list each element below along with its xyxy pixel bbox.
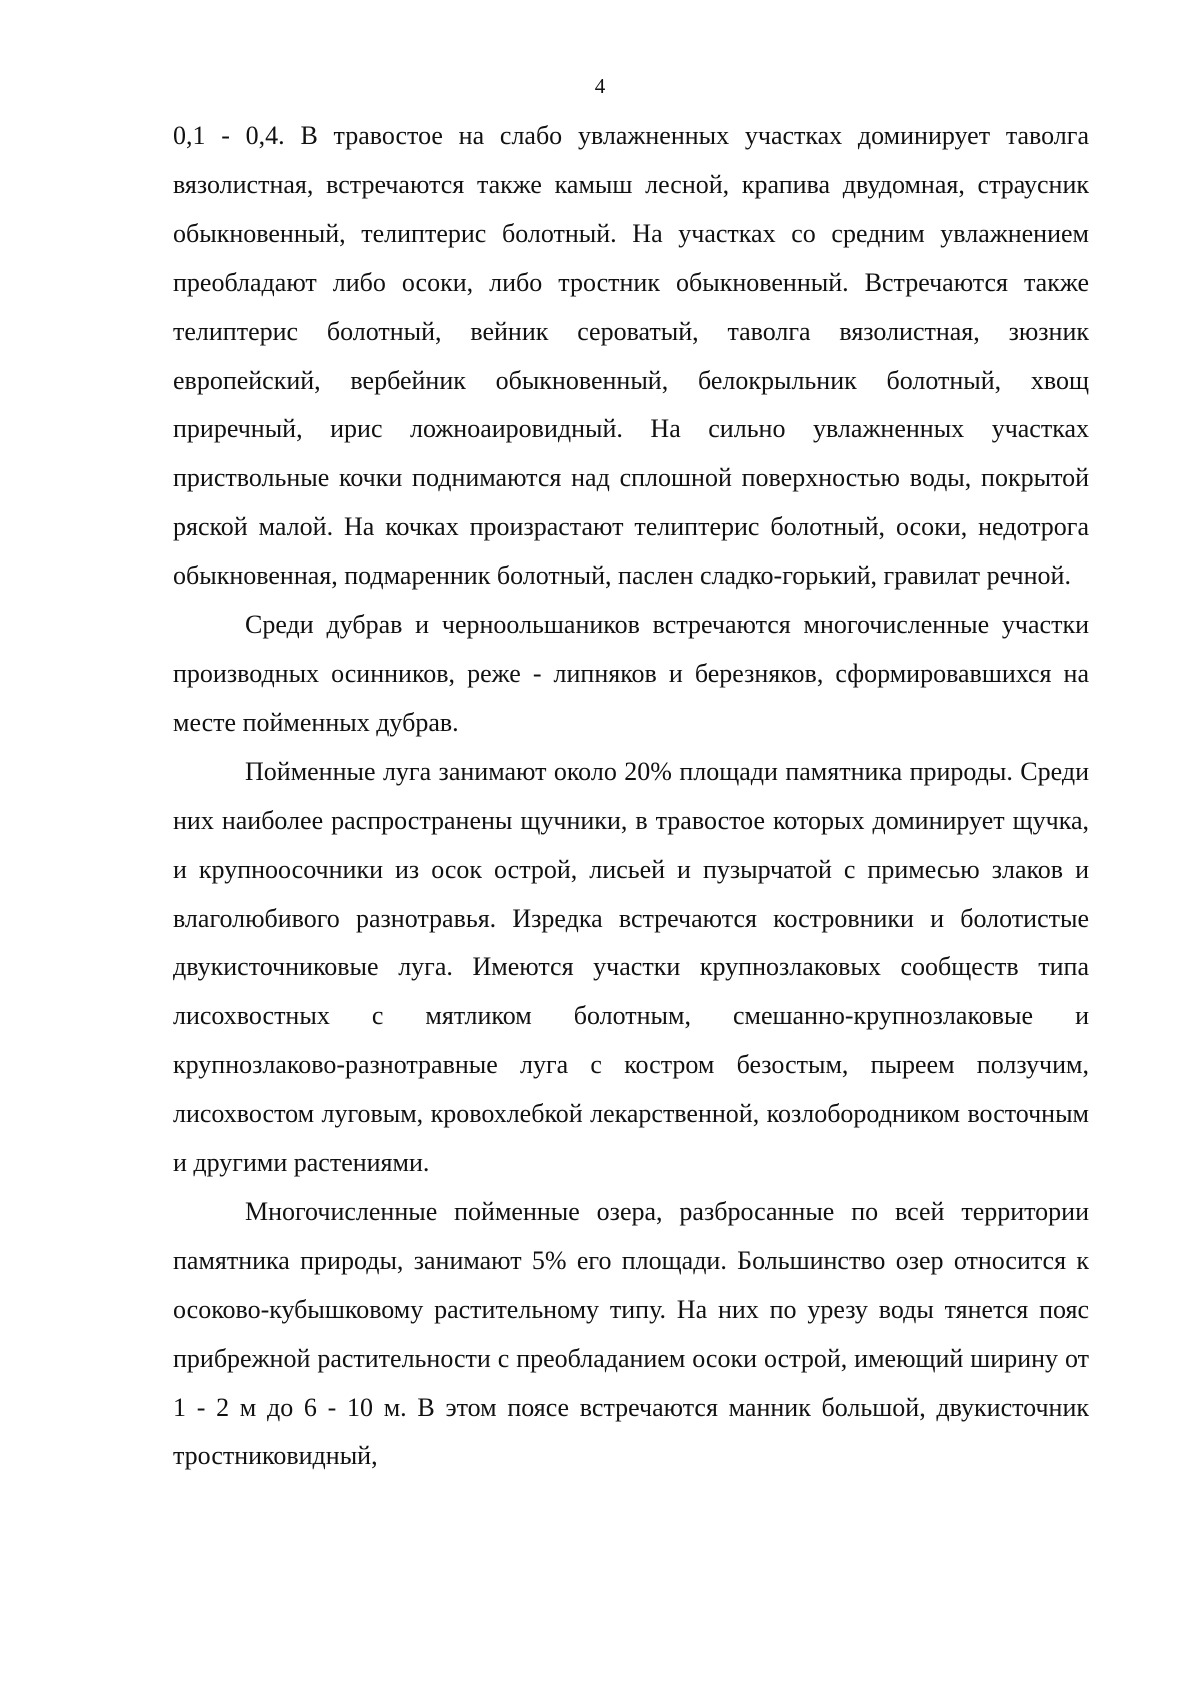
page-number: 4 bbox=[594, 74, 606, 98]
paragraph-floodplain-meadows: Пойменные луга занимают около 20% площади памятника природы. Среди них наиболее распространены щучники, в травостое которых доминирует щучка, и крупноосочники из осок острой, лисьей и пузырчатой с примесью злаков и влаголюбивого разнотравья. Изредка встречаются костровники и болотистые двукисточниковые луга. Имеются участки крупнозлаковых сообществ типа лисохвостных с мятликом болотным, смешанно-крупнозлаковые и крупнозлаково-разнотравные луга с костром безостым, пыреем ползучим, лисохвостом луговым, кровохлебкой лекарственной, козлобородником восточным и другими растениями. bbox=[173, 756, 1089, 1178]
paragraph-derived-forests: Среди дубрав и черноольшаников встречаются многочисленные участки производных осинников, реже - липняков и березняков, сформировавшихся на месте пойменных дубрав. bbox=[173, 610, 1089, 737]
paragraph-wetland-vegetation: 0,1 - 0,4. В травостое на слабо увлажненных участках доминирует таволга вязолистная, встречаются также камыш лесной, крапива двудомная, страусник обыкновенный, телиптерис болотный. На участках со средним увлажнением преобладают либо осоки, либо тростник обыкновенный. Встречаются также телиптерис болотный, вейник сероватый, таволга вязолистная, зюзник европейский, вербейник обыкновенный, белокрыльник болотный, хвощ приречный, ирис ложноаировидный. На сильно увлажненных участках приствольные кочки поднимаются над сплошной поверхностью воды, покрытой ряской малой. На кочках произрастают телиптерис болотный, осоки, недотрога обыкновенная, подмаренник болотный, паслен сладко-горький, гравилат речной. bbox=[173, 121, 1089, 591]
body-text bbox=[173, 112, 1089, 1481]
paragraph-floodplain-lakes: Многочисленные пойменные озера, разбросанные по всей территории памятника природы, занимают 5% его площади. Большинство озер относится к осоково-кубышковому растительному типу. На них по урезу воды тянется пояс прибрежной растительности с преобладанием осоки острой, имеющий ширину от 1 - 2 м до 6 - 10 м. В этом поясе встречаются манник большой, двукисточник тростниковидный, bbox=[173, 1196, 1089, 1471]
